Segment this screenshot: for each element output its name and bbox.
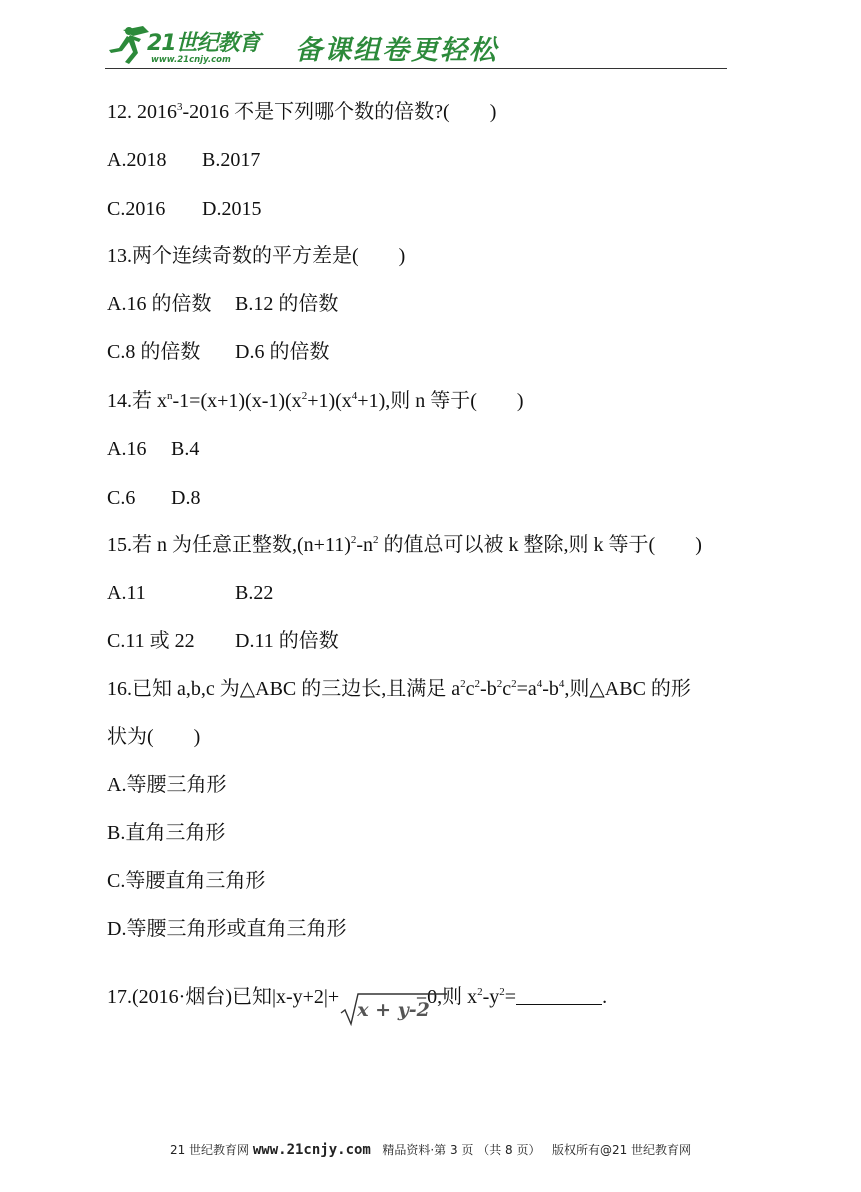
answer-blank[interactable] [516, 986, 602, 1005]
question-13-stem: 13.两个连续奇数的平方差是( ) [107, 245, 406, 267]
option-d: D.8 [171, 487, 201, 509]
option-d: D.11 的倍数 [235, 630, 339, 652]
option-d: D.6 的倍数 [235, 341, 330, 363]
option-a: A.2018 [107, 149, 167, 171]
footer-copyright: 版权所有@21 世纪教育网 [551, 1143, 692, 1157]
question-15-stem: 15.若 n 为任意正整数$,(n+11)^2-n^2$ 的值总可以被 k 整除,则 k 等于( ) [107, 534, 702, 556]
option-c: C.2016 [107, 198, 166, 220]
option-b: B.4 [171, 438, 200, 460]
question-12-stem: 12. 2016$^3$-2016 不是下列哪个数的倍数?( ) [107, 101, 497, 123]
option-a: A.16 的倍数 [107, 293, 212, 315]
option-b: B.12 的倍数 [235, 293, 339, 315]
question-17-stem: 17.(2016·烟台)已知|x-y+2|+ x + y-2=0,则 $x^2-y^2=$ . [107, 985, 607, 1027]
option-a: A.等腰三角形 [107, 774, 227, 796]
option-b: B.2017 [202, 149, 261, 171]
option-c: C.8 的倍数 [107, 341, 201, 363]
header-divider [105, 68, 727, 69]
radicand: x + y-2 [357, 999, 430, 1021]
option-c: C.11 或 22 [107, 630, 195, 652]
option-b: B.直角三角形 [107, 822, 226, 844]
option-c: C.6 [107, 487, 136, 509]
question-14-stem: 14.若 $x^n-1=(x+1)(x-1)(x^2+1)(x^4+1)$,则 n 等于( ) [107, 390, 524, 412]
square-root-expression [339, 993, 430, 1027]
logo-url: www.21cnjy.com [151, 55, 231, 65]
option-b: B.22 [235, 582, 274, 604]
question-16-stem-line-2: 状为( ) [107, 726, 201, 748]
logo-name: 21世纪教育 [147, 31, 260, 56]
option-a: A.16 [107, 438, 147, 460]
page-footer [0, 1141, 861, 1158]
footer-site-name: 21 世纪教育网 [169, 1143, 250, 1157]
footer-url[interactable]: www.21cnjy.com [252, 1142, 371, 1158]
page-header [105, 22, 727, 70]
option-a: A.11 [107, 582, 146, 604]
option-d: D.等腰三角形或直角三角形 [107, 918, 347, 940]
option-c: C.等腰直角三角形 [107, 870, 266, 892]
footer-page-info: 精品资料·第 3 页 （共 8 页） [382, 1143, 541, 1157]
header-slogan: 备课组卷更轻松 [295, 35, 498, 66]
option-d: D.2015 [202, 198, 262, 220]
question-16-stem: 16.已知 a,b,c 为△ABC 的三边长,且满足 $a^2c^2-b^2c^2=a^4-b^4$,则△ABC 的形 [107, 678, 691, 700]
